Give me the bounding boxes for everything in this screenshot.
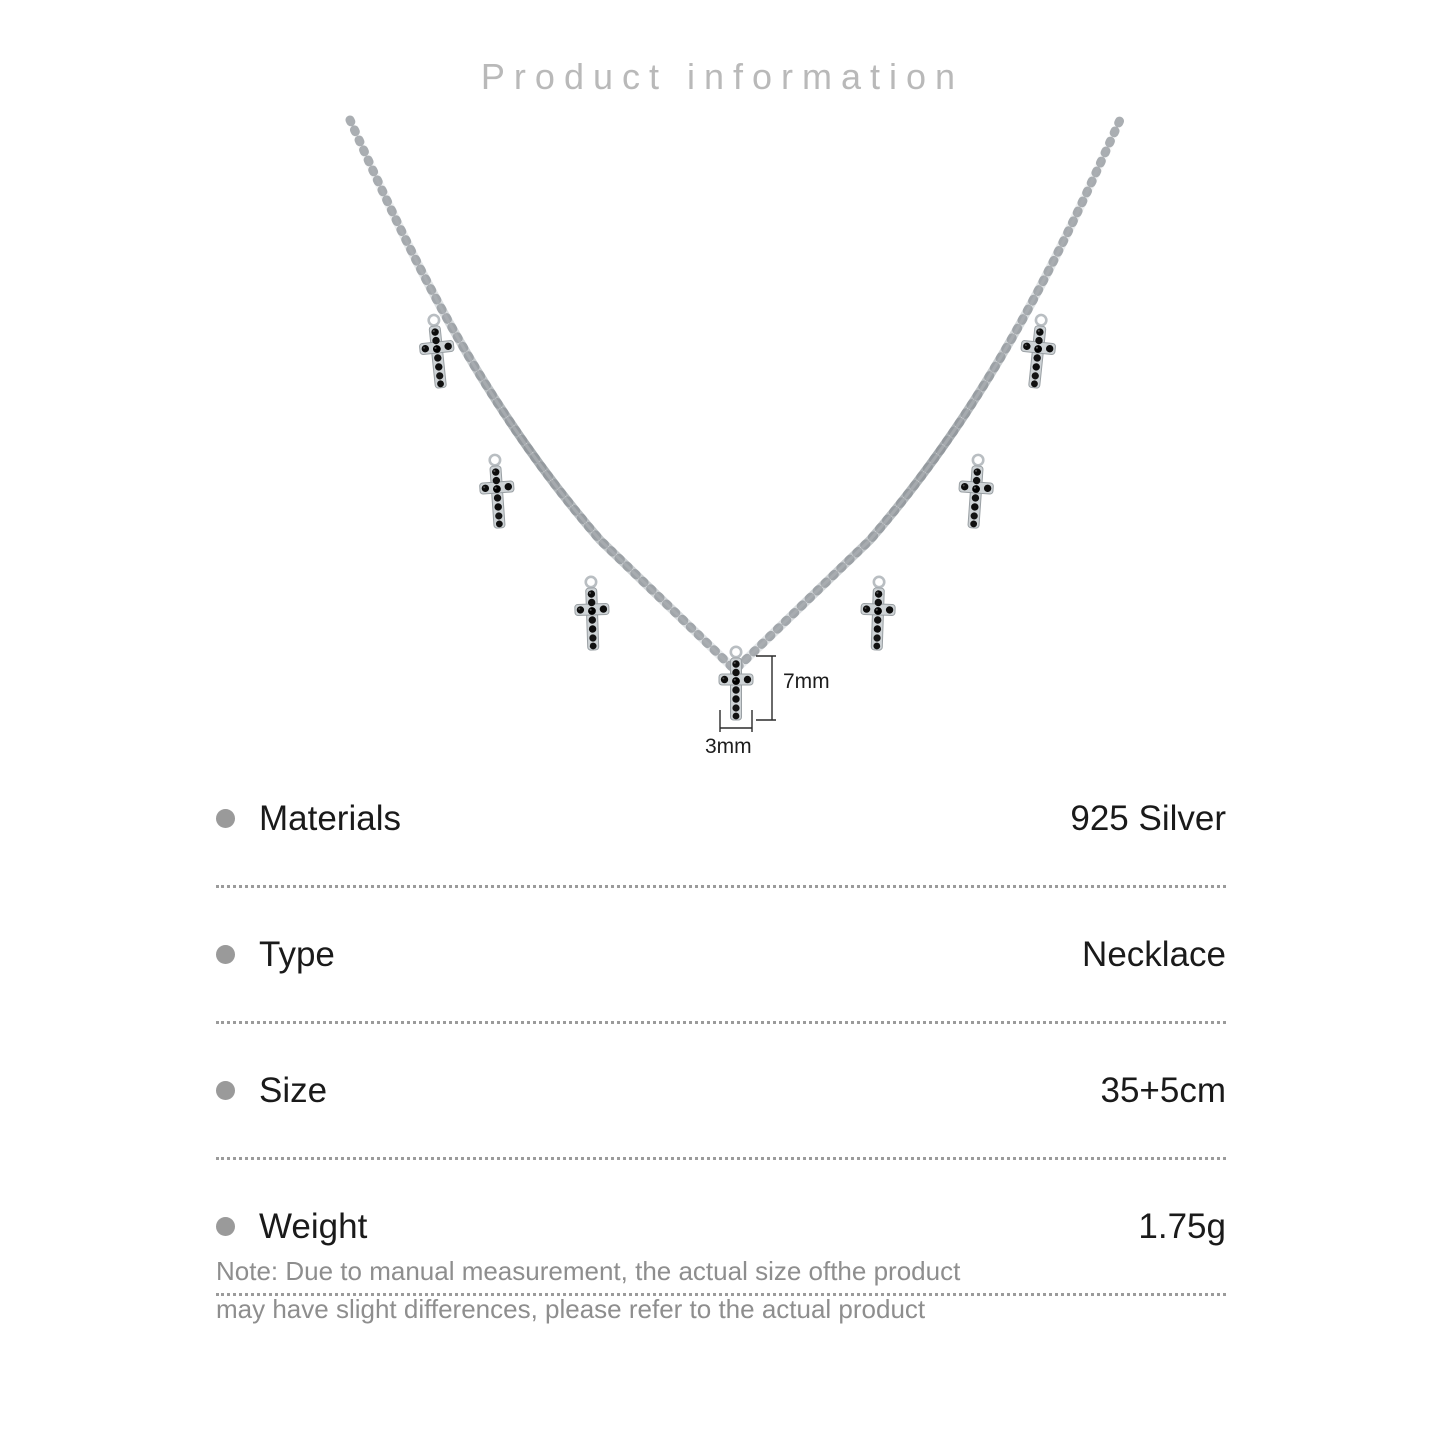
note-line-2: may have slight differences, please refer to the actual product [216, 1294, 926, 1324]
dimension-height-label: 7mm [783, 670, 830, 693]
bullet-icon [216, 945, 235, 964]
spec-label-group [216, 1207, 367, 1247]
spec-value-size: 35+5cm [1100, 1070, 1226, 1110]
bullet-icon [216, 1081, 235, 1100]
specs-table [216, 752, 1226, 1296]
measurement-note [216, 1252, 1226, 1328]
dimension-width-label: 3mm [705, 735, 752, 758]
product-image [0, 110, 1445, 760]
table-row [216, 1024, 1226, 1157]
table-row [216, 888, 1226, 1021]
page-title: Product information [480, 56, 965, 97]
spec-label-weight: Weight [259, 1206, 368, 1246]
spec-value-weight: 1.75g [1138, 1206, 1226, 1246]
spec-label-type: Type [259, 934, 335, 974]
spec-label-group [216, 935, 335, 975]
note-line-1: Note: Due to manual measurement, the actual size ofthe product [216, 1256, 961, 1286]
spec-value-type: Necklace [1082, 934, 1226, 974]
spec-value-materials: 925 Silver [1070, 798, 1226, 838]
necklace-illustration [0, 110, 1445, 770]
spec-label-group [216, 799, 401, 839]
spec-label-size: Size [259, 1070, 328, 1110]
spec-label-group [216, 1071, 327, 1111]
spec-label-materials: Materials [259, 798, 401, 838]
bullet-icon [216, 809, 235, 828]
bullet-icon [216, 1217, 235, 1236]
table-row [216, 752, 1226, 885]
